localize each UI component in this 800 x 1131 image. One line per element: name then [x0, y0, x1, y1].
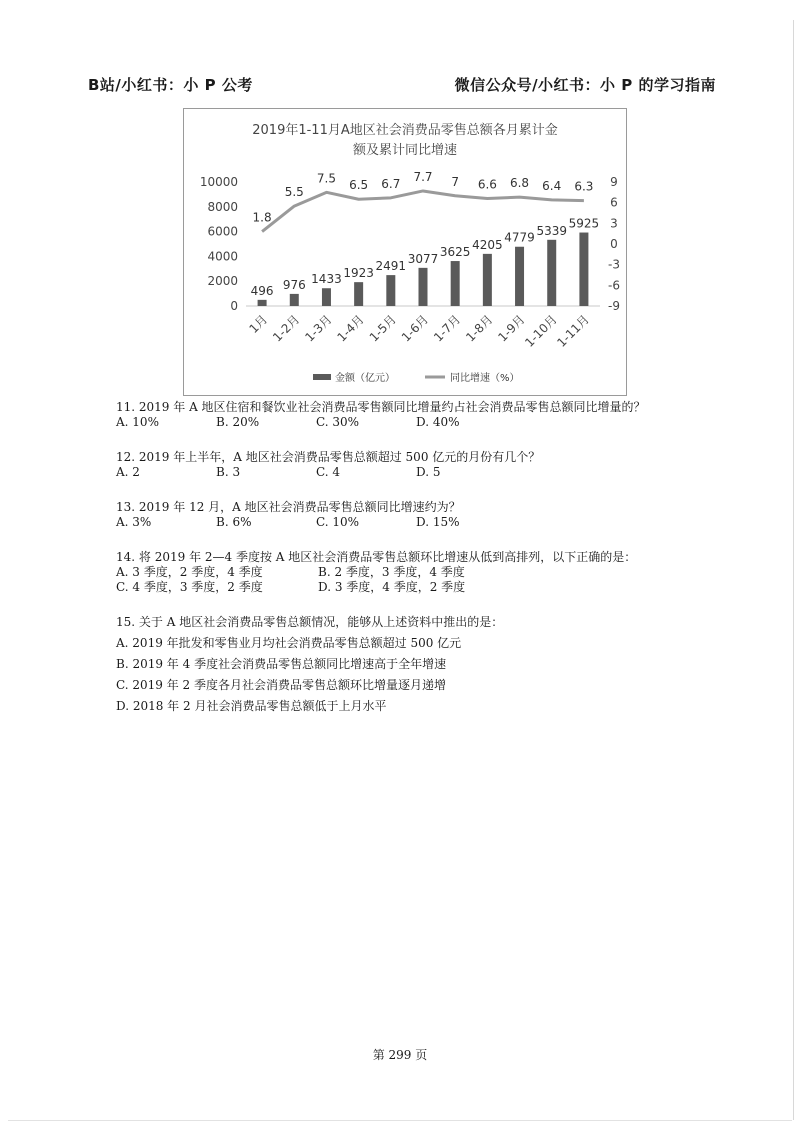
- y-right-tick-label: 9: [610, 175, 618, 189]
- option-c: C. 4 季度，3 季度，2 季度: [116, 580, 263, 594]
- bar: [483, 254, 492, 306]
- bar: [547, 240, 556, 306]
- bar-data-label: 976: [282, 277, 306, 292]
- question-11: [116, 400, 716, 430]
- bar: [515, 247, 524, 306]
- option-list: [116, 515, 716, 530]
- x-tick-label: 1-3月: [302, 312, 335, 345]
- question-stem: 14. 将 2019 年 2—4 季度按 A 地区社会消费品零售总额环比增速从低到高排列，以下正确的是：: [116, 550, 637, 564]
- option-b: B. 2 季度，3 季度，4 季度: [318, 565, 465, 579]
- bar-data-label: 1923: [343, 266, 374, 281]
- header-right: 微信公众号/小红书：小 P 的学习指南: [454, 76, 716, 94]
- bar-data-label: 5925: [568, 216, 600, 231]
- option-d: D. 2018 年 2 月社会消费品零售总额低于上月水平: [116, 699, 387, 713]
- line-data-label: 7.5: [316, 171, 337, 186]
- bar-data-label: 2491: [375, 259, 407, 274]
- y-left-tick-label: 10000: [199, 175, 238, 189]
- option-a: A. 2019 年批发和零售业月均社会消费品零售总额超过 500 亿元: [116, 636, 462, 650]
- option-c: C. 10%: [316, 515, 360, 529]
- x-tick-label: 1-6月: [398, 312, 432, 345]
- x-tick-label: 1-7月: [431, 312, 464, 345]
- bar-data-label: 496: [250, 283, 274, 298]
- option-d: D. 3 季度，4 季度，2 季度: [318, 580, 466, 594]
- y-left-tick-label: 0: [230, 299, 238, 313]
- option-b: B. 6%: [216, 515, 252, 529]
- option-b: B. 3: [216, 465, 241, 479]
- option-d: D. 15%: [416, 515, 460, 529]
- question-12: [116, 450, 716, 480]
- line-data-label: 7.7: [413, 169, 433, 184]
- legend-label-amount: 金额（亿元）: [335, 373, 395, 384]
- bar: [579, 233, 588, 306]
- question-stem: 13. 2019 年 12 月，A 地区社会消费品零售总额同比增速约为？: [116, 500, 461, 514]
- bar: [290, 294, 299, 306]
- option-a: A. 10%: [116, 415, 159, 429]
- y-right-tick-label: 0: [610, 237, 618, 251]
- question-list: [116, 400, 716, 734]
- question-stem: 12. 2019 年上半年，A 地区社会消费品零售总额超过 500 亿元的月份有几个？: [116, 450, 541, 464]
- legend-swatch-amount: [313, 374, 331, 380]
- x-tick-label: 1-5月: [366, 312, 399, 345]
- y-right-tick-label: 6: [610, 195, 618, 210]
- x-tick-label: 1-10月: [522, 312, 560, 350]
- option-b: B. 2019 年 4 季度社会消费品零售总额同比增速高于全年增速: [116, 657, 447, 671]
- option-d: D. 40%: [416, 415, 460, 429]
- line-data-label: 6.6: [477, 177, 497, 192]
- header-left: B站/小红书：小 P 公考: [88, 76, 253, 94]
- y-right-tick-label: -6: [608, 278, 620, 293]
- option-c: C. 4: [316, 465, 341, 479]
- question-stem: 15. 关于 A 地区社会消费品零售总额情况，能够从上述资料中推出的是：: [116, 615, 504, 629]
- line-data-label: 1.8: [252, 210, 272, 225]
- chart-title-line2: 额及累计同比增速: [352, 143, 458, 158]
- page-edge-right: [793, 20, 794, 1120]
- x-tick-label: 1月: [246, 312, 271, 337]
- line-data-label: 7: [451, 174, 460, 189]
- y-right-tick-label: 3: [610, 216, 618, 231]
- chart-legend: [313, 371, 520, 384]
- bar-data-label: 3077: [407, 251, 439, 266]
- chart-title-line1: 2019年1-11月A地区社会消费品零售总额各月累计金: [252, 123, 558, 138]
- option-a: A. 3 季度，2 季度，4 季度: [116, 565, 263, 579]
- option-c: C. 2019 年 2 季度各月社会消费品零售总额环比增量逐月递增: [116, 678, 447, 692]
- option-d: D. 5: [416, 465, 441, 479]
- option-list: [116, 565, 716, 595]
- y-left-tick-label: 8000: [207, 199, 238, 214]
- bar-data-label: 3625: [439, 245, 471, 260]
- line-data-label: 5.5: [284, 185, 304, 200]
- y-left-tick-label: 2000: [207, 274, 238, 289]
- option-list: [116, 465, 716, 480]
- line-data-label: 6.7: [381, 176, 401, 191]
- bar-data-label: 5339: [536, 223, 568, 238]
- x-tick-label: 1-8月: [463, 312, 496, 345]
- chart-frame: [183, 108, 627, 396]
- line-data-label: 6.4: [542, 178, 562, 193]
- question-15: [116, 615, 716, 714]
- bar: [322, 288, 331, 306]
- option-b: B. 20%: [216, 415, 260, 429]
- bar-data-label: 4779: [504, 230, 535, 245]
- bar-data-label: 1433: [311, 272, 342, 287]
- x-tick-label: 1-4月: [334, 312, 367, 345]
- option-a: A. 2: [116, 465, 140, 479]
- option-list: [116, 415, 716, 430]
- line-data-label: 6.3: [574, 179, 594, 194]
- bar: [451, 261, 460, 306]
- chart-svg: [184, 109, 626, 395]
- question-stem: 11. 2019 年 A 地区住宿和餐饮业社会消费品零售额同比增量约占社会消费品零售总额同比增量的？: [116, 400, 646, 414]
- y-right-tick-label: -3: [608, 257, 620, 272]
- line-data-label: 6.8: [509, 176, 530, 191]
- x-tick-label: 1-2月: [270, 312, 303, 345]
- bar: [419, 268, 428, 306]
- x-tick-label: 1-9月: [495, 312, 528, 345]
- bar: [386, 275, 395, 306]
- question-14: [116, 550, 716, 595]
- line-data-label: 6.5: [349, 178, 369, 193]
- bar: [354, 282, 363, 306]
- option-c: C. 30%: [316, 415, 360, 429]
- option-a: A. 3%: [116, 515, 152, 529]
- y-left-tick-label: 4000: [207, 249, 238, 264]
- page-edge-bottom: [8, 1120, 792, 1121]
- y-right-tick-label: -9: [608, 299, 620, 313]
- page-number: 第 299 页: [372, 1048, 428, 1062]
- y-left-tick-label: 6000: [207, 224, 238, 239]
- x-tick-label: 1-11月: [554, 312, 593, 350]
- legend-label-growth: 同比增速（%）: [450, 373, 520, 384]
- bar-data-label: 4205: [472, 237, 503, 252]
- bar: [258, 300, 267, 306]
- question-13: [116, 500, 716, 530]
